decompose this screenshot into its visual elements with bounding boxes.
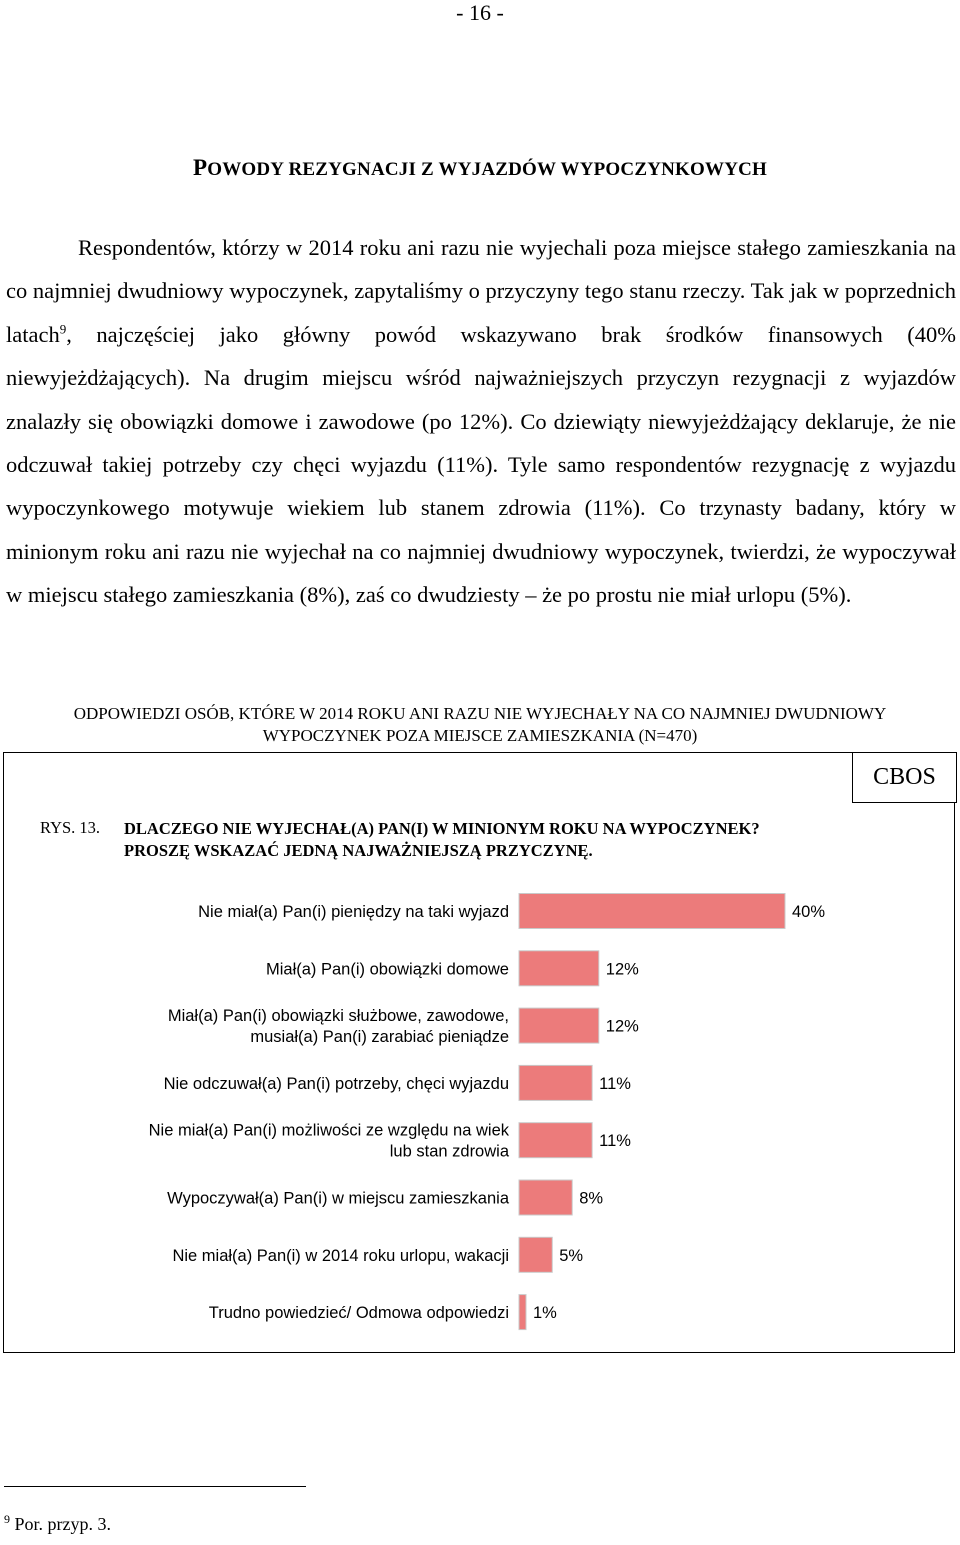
heading-first-letter: P bbox=[192, 155, 208, 180]
bar-5 bbox=[519, 1123, 592, 1158]
survey-question bbox=[124, 818, 884, 862]
figure-title-line2: WYPOCZYNEK POZA MIEJSCE ZAMIESZKANIA (N=470) bbox=[262, 726, 698, 745]
category-label-5: Nie miał(a) Pan(i) możliwości ze względu na wiek lub stan zdrowia bbox=[148, 1121, 509, 1161]
footnote bbox=[4, 1512, 111, 1535]
category-label-1: Nie miał(a) Pan(i) pieniędzy na taki wyjazd bbox=[198, 903, 509, 921]
bar-chart bbox=[40, 877, 915, 1337]
bar-3 bbox=[519, 1008, 599, 1043]
bar-2 bbox=[519, 951, 599, 986]
value-label-8: 1% bbox=[533, 1304, 557, 1323]
figure-label: RYS. 13. bbox=[40, 818, 101, 837]
body-text-part2: , najczęściej jako główny powód wskazywano brak środków finansowych (40% niewyjeżdżających). Na drugim miejscu wśród najważniejszych przyczyn rezygnacji z wyjazdów znalazły się obowiązki domowe i zawodowe (po 12%). Co dziewiąty niewyjeżdżający deklaruje, że nie odczuwał takiej potrzeby czy chęci wyjazdu (11%). Tyle samo respondentów rezygnację z wyjazdu wypoczynkowego motywuje wiekiem lub stanem zdrowia (11%). Co trzynasty badany, który w minionym roku ani razu nie wyjechał na co najmniej dwudniowy wypoczynek, twierdzi, że wypoczywał w miejscu stałego zamieszkania (8%), zaś co dwudziesty – że po prostu nie miał urlopu (5%). bbox=[6, 321, 956, 608]
category-label-3: Miał(a) Pan(i) obowiązki służbowe, zawodowe, musiał(a) Pan(i) zarabiać pieniądze bbox=[167, 1007, 509, 1047]
value-label-5: 11% bbox=[599, 1132, 631, 1151]
survey-question-line2: PROSZĘ WSKAZAĆ JEDNĄ NAJWAŻNIEJSZĄ PRZYCZYNĘ. bbox=[124, 841, 593, 860]
footnote-reference[interactable]: 9 bbox=[59, 321, 67, 337]
bar-4 bbox=[519, 1065, 592, 1100]
category-label-8: Trudno powiedzieć/ Odmowa odpowiedzi bbox=[208, 1304, 509, 1323]
footnote-divider bbox=[4, 1486, 306, 1487]
body-paragraph bbox=[6, 226, 956, 617]
heading-rest: OWODY REZYGNACJI Z WYJAZDÓW WYPOCZYNKOWYCH bbox=[207, 159, 768, 180]
bar-6 bbox=[519, 1180, 572, 1215]
category-label-2: Miał(a) Pan(i) obowiązki domowe bbox=[265, 960, 509, 979]
bar-7 bbox=[519, 1237, 552, 1272]
cbos-badge: CBOS bbox=[852, 752, 957, 803]
page-number: - 16 - bbox=[456, 0, 504, 25]
value-label-4: 11% bbox=[599, 1074, 631, 1093]
value-label-2: 12% bbox=[605, 960, 639, 979]
value-label-7: 5% bbox=[559, 1246, 584, 1265]
value-label-6: 8% bbox=[579, 1189, 604, 1208]
figure-title bbox=[0, 703, 960, 747]
bar-8 bbox=[519, 1295, 526, 1330]
bar-1 bbox=[519, 894, 785, 929]
value-label-3: 12% bbox=[605, 1017, 639, 1036]
figure-title-line1: ODPOWIEDZI OSÓB, KTÓRE W 2014 ROKU ANI RAZU NIE WYJECHAŁY NA CO NAJMNIEJ DWUDNIOWY bbox=[73, 704, 887, 723]
section-heading bbox=[0, 155, 960, 181]
footnote-text: Por. przyp. 3. bbox=[14, 1514, 111, 1534]
bar-chart-svg bbox=[40, 877, 915, 1337]
footnote-number: 9 bbox=[4, 1512, 10, 1526]
category-label-4: Nie odczuwał(a) Pan(i) potrzeby, chęci wyjazdu bbox=[163, 1074, 509, 1093]
category-label-7: Nie miał(a) Pan(i) w 2014 roku urlopu, wakacji bbox=[172, 1246, 509, 1265]
survey-question-line1: DLACZEGO NIE WYJECHAŁ(A) PAN(I) W MINIONYM ROKU NA WYPOCZYNEK? bbox=[124, 819, 760, 838]
category-label-6: Wypoczywał(a) Pan(i) w miejscu zamieszkania bbox=[167, 1189, 509, 1208]
value-label-1: 40% bbox=[792, 903, 826, 921]
body-text-part1: Respondentów, którzy w 2014 roku ani razu nie wyjechali poza miejsce stałego zamieszkania na co najmniej dwudniowy wypoczynek, zapytaliśmy o przyczyny tego stanu rzeczy. Tak jak w poprzednich latach bbox=[6, 235, 956, 347]
